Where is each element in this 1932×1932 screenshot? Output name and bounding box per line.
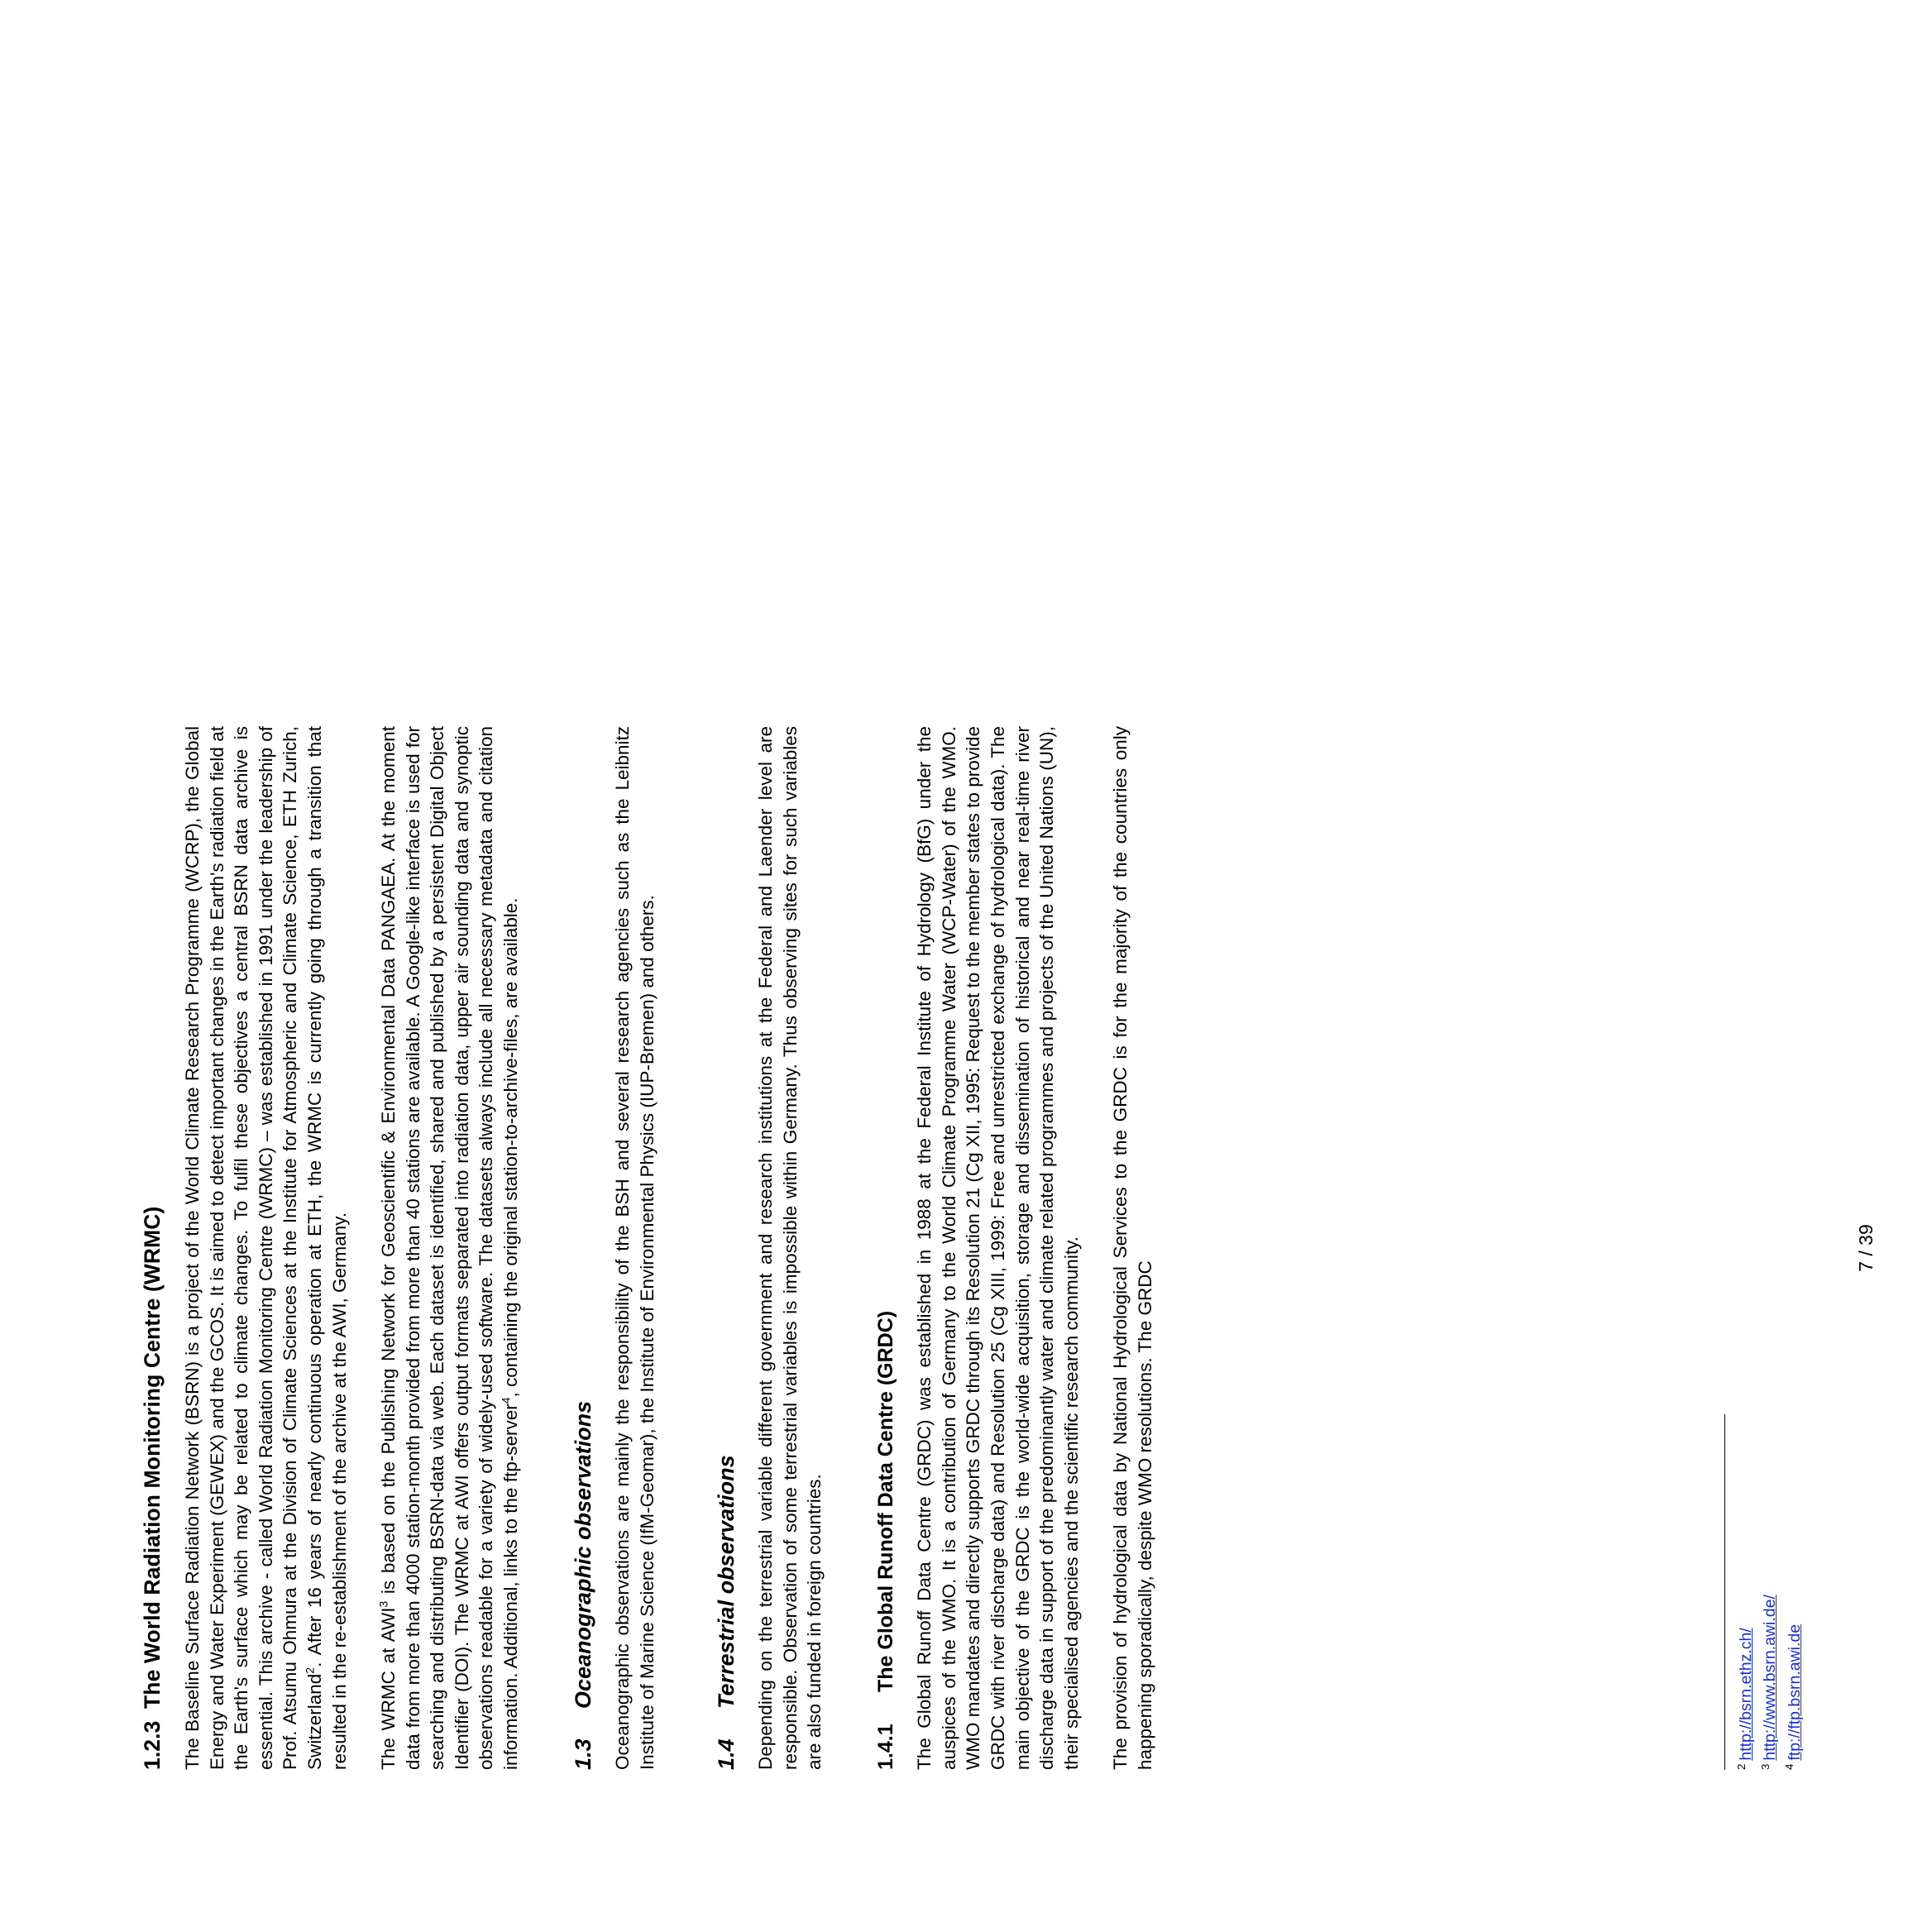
paragraph-wrmc-2-text: The WRMC at AWI$^3$ is based on the Publishing Network for Geoscientific & Environmental Data PANGAEA. At the moment data from more than 4000 station-month provided from more than 40 stations are available. A Google-like interface is used for searching and distributing BSRN-data via web. Each dataset is identified, shared and published by a persistent Digital Object Identifier (DOI). The WRMC at AWI offers output formats separated into radiation data, upper air sounding data and synoptic observations readable for a variety of widely-used software. The datasets always include all necessary metadata and citation information. Additional, links to the ftp-server$^4$, containing the original station-to-archive-files, are available. (376, 725, 522, 1770)
paragraph-grdc-2-text: The provision of hydrological data by National Hydrological Services to the GRDC is for the majority of the countries only happening sporadically, despite WMO resolutions. The GRDC (1110, 726, 1155, 1770)
paragraph-wrmc-2 (376, 726, 523, 1770)
footnote-separator (1724, 1414, 1725, 1770)
spacer (548, 726, 570, 1770)
spacer (685, 726, 713, 1770)
text-column (139, 726, 1157, 1770)
paragraph-wrmc-1 (180, 726, 351, 1770)
footnotes-block (1724, 1191, 1808, 1770)
heading-1-4-1-number: 1.4.1 (874, 1724, 898, 1770)
spacer (852, 726, 873, 1770)
heading-1-3 (570, 726, 598, 1770)
heading-1-4-1-title: The Global Runoff Data Centre (GRDC) (874, 1310, 898, 1692)
paragraph-grdc-1-text: The Global Runoff Data Centre (GRDC) was established in 1988 at the Federal Institute of Hydrology (BfG) under the auspices of the WMO. It is a contribution of Germany to the World Climate Programme Water (WCP-Water) of the WMO. WMO mandates and directly supports GRDC through its Resolution 21 (Cg XII, 1995: Request to the member states to provide GRDC with river discharge data) and Resolution 25 (Cg XIII, 1999: Free and unrestricted exchange of hydrological data). The main objective of the GRDC is the world-wide acquisition, storage and dissemination of historical and near real-time river discharge data in support of the predominantly water and climate related programmes and projects of the United Nations (UN), their specialised agencies and the scientific research community. (914, 726, 1082, 1770)
footnote-reference: 2 (303, 1667, 317, 1674)
paragraph-terrestrial (753, 726, 827, 1770)
document-page (0, 564, 1932, 1932)
footnote-reference: 3 (376, 1600, 390, 1608)
heading-1-4-number: 1.4 (713, 1738, 739, 1770)
heading-1-4-1 (873, 726, 899, 1770)
heading-1-4-title: Terrestrial observations (713, 1455, 739, 1709)
paragraph-grdc-1 (912, 726, 1083, 1770)
paragraph-wrmc-1-text: The Baseline Surface Radiation Network (BSRN) is a project of the World Climate Research Programme (WCRP), the Global Energy and Water Experiment (GEWEX) and the GCOS. It is aimed to detect important changes in the Earth's radiation field at the Earth's surface which may be related to climate changes. To fulfil these objectives a central BSRN data archive is essential. This archive - called World Radiation Monitoring Centre (WRMC) – was established in 1991 under the leadership of Prof. Atsumu Ohmura at the Division of Climate Sciences at the Institute for Atmospheric and Climate Science, ETH Zurich, Switzerland$^2$. After 16 years of nearly continuous operation at ETH, the WRMC is currently going through a transition that resulted in the re-establishment of the archive at the AWI, Germany. (182, 726, 350, 1770)
footnote-link[interactable]: http://www.bsrn.awi.de/ (1761, 1595, 1780, 1761)
heading-1-3-number: 1.3 (570, 1738, 595, 1770)
footnote-reference: 4 (499, 1397, 513, 1404)
page-rotator (0, 564, 1932, 1932)
footnote-item (1735, 1191, 1757, 1770)
footnote-marker: 2 (1734, 1763, 1748, 1770)
footnote-link[interactable]: ftp://ftp.bsrn.awi.de (1785, 1624, 1804, 1761)
heading-1-2-3-title: The World Radiation Monitoring Centre (WRMC) (140, 1206, 165, 1709)
footnote-link[interactable]: http://bsrn.ethz.ch/ (1737, 1628, 1756, 1761)
heading-1-3-title: Oceanographic observations (570, 1400, 595, 1709)
heading-1-2-3-number: 1.2.3 (140, 1720, 165, 1770)
page-number: 7 / 39 (1855, 1224, 1877, 1272)
paragraph-oceanographic-text: Oceanographic observations are mainly the responsibility of the BSH and several research agencies such as the Leibnitz Institute of Marine Science (IfM-Geomar), the Institute of Environmental Physics (IUP-Bremen) and others. (612, 726, 658, 1770)
heading-1-4 (713, 726, 741, 1770)
footnote-marker: 4 (1783, 1763, 1796, 1770)
footnote-item (1759, 1191, 1781, 1770)
heading-1-2-3 (139, 726, 166, 1770)
paragraph-oceanographic (610, 726, 659, 1770)
footnote-marker: 3 (1758, 1763, 1772, 1770)
paragraph-terrestrial-text: Depending on the terrestrial variable different government and research institutions at the Federal and Laender level are responsible. Observation of some terrestrial variables is impossible within Germany. Thus observing sites for such variables are also funded in foreign countries. (755, 726, 825, 1770)
footnote-item (1784, 1191, 1806, 1770)
paragraph-grdc-2 (1108, 726, 1157, 1770)
